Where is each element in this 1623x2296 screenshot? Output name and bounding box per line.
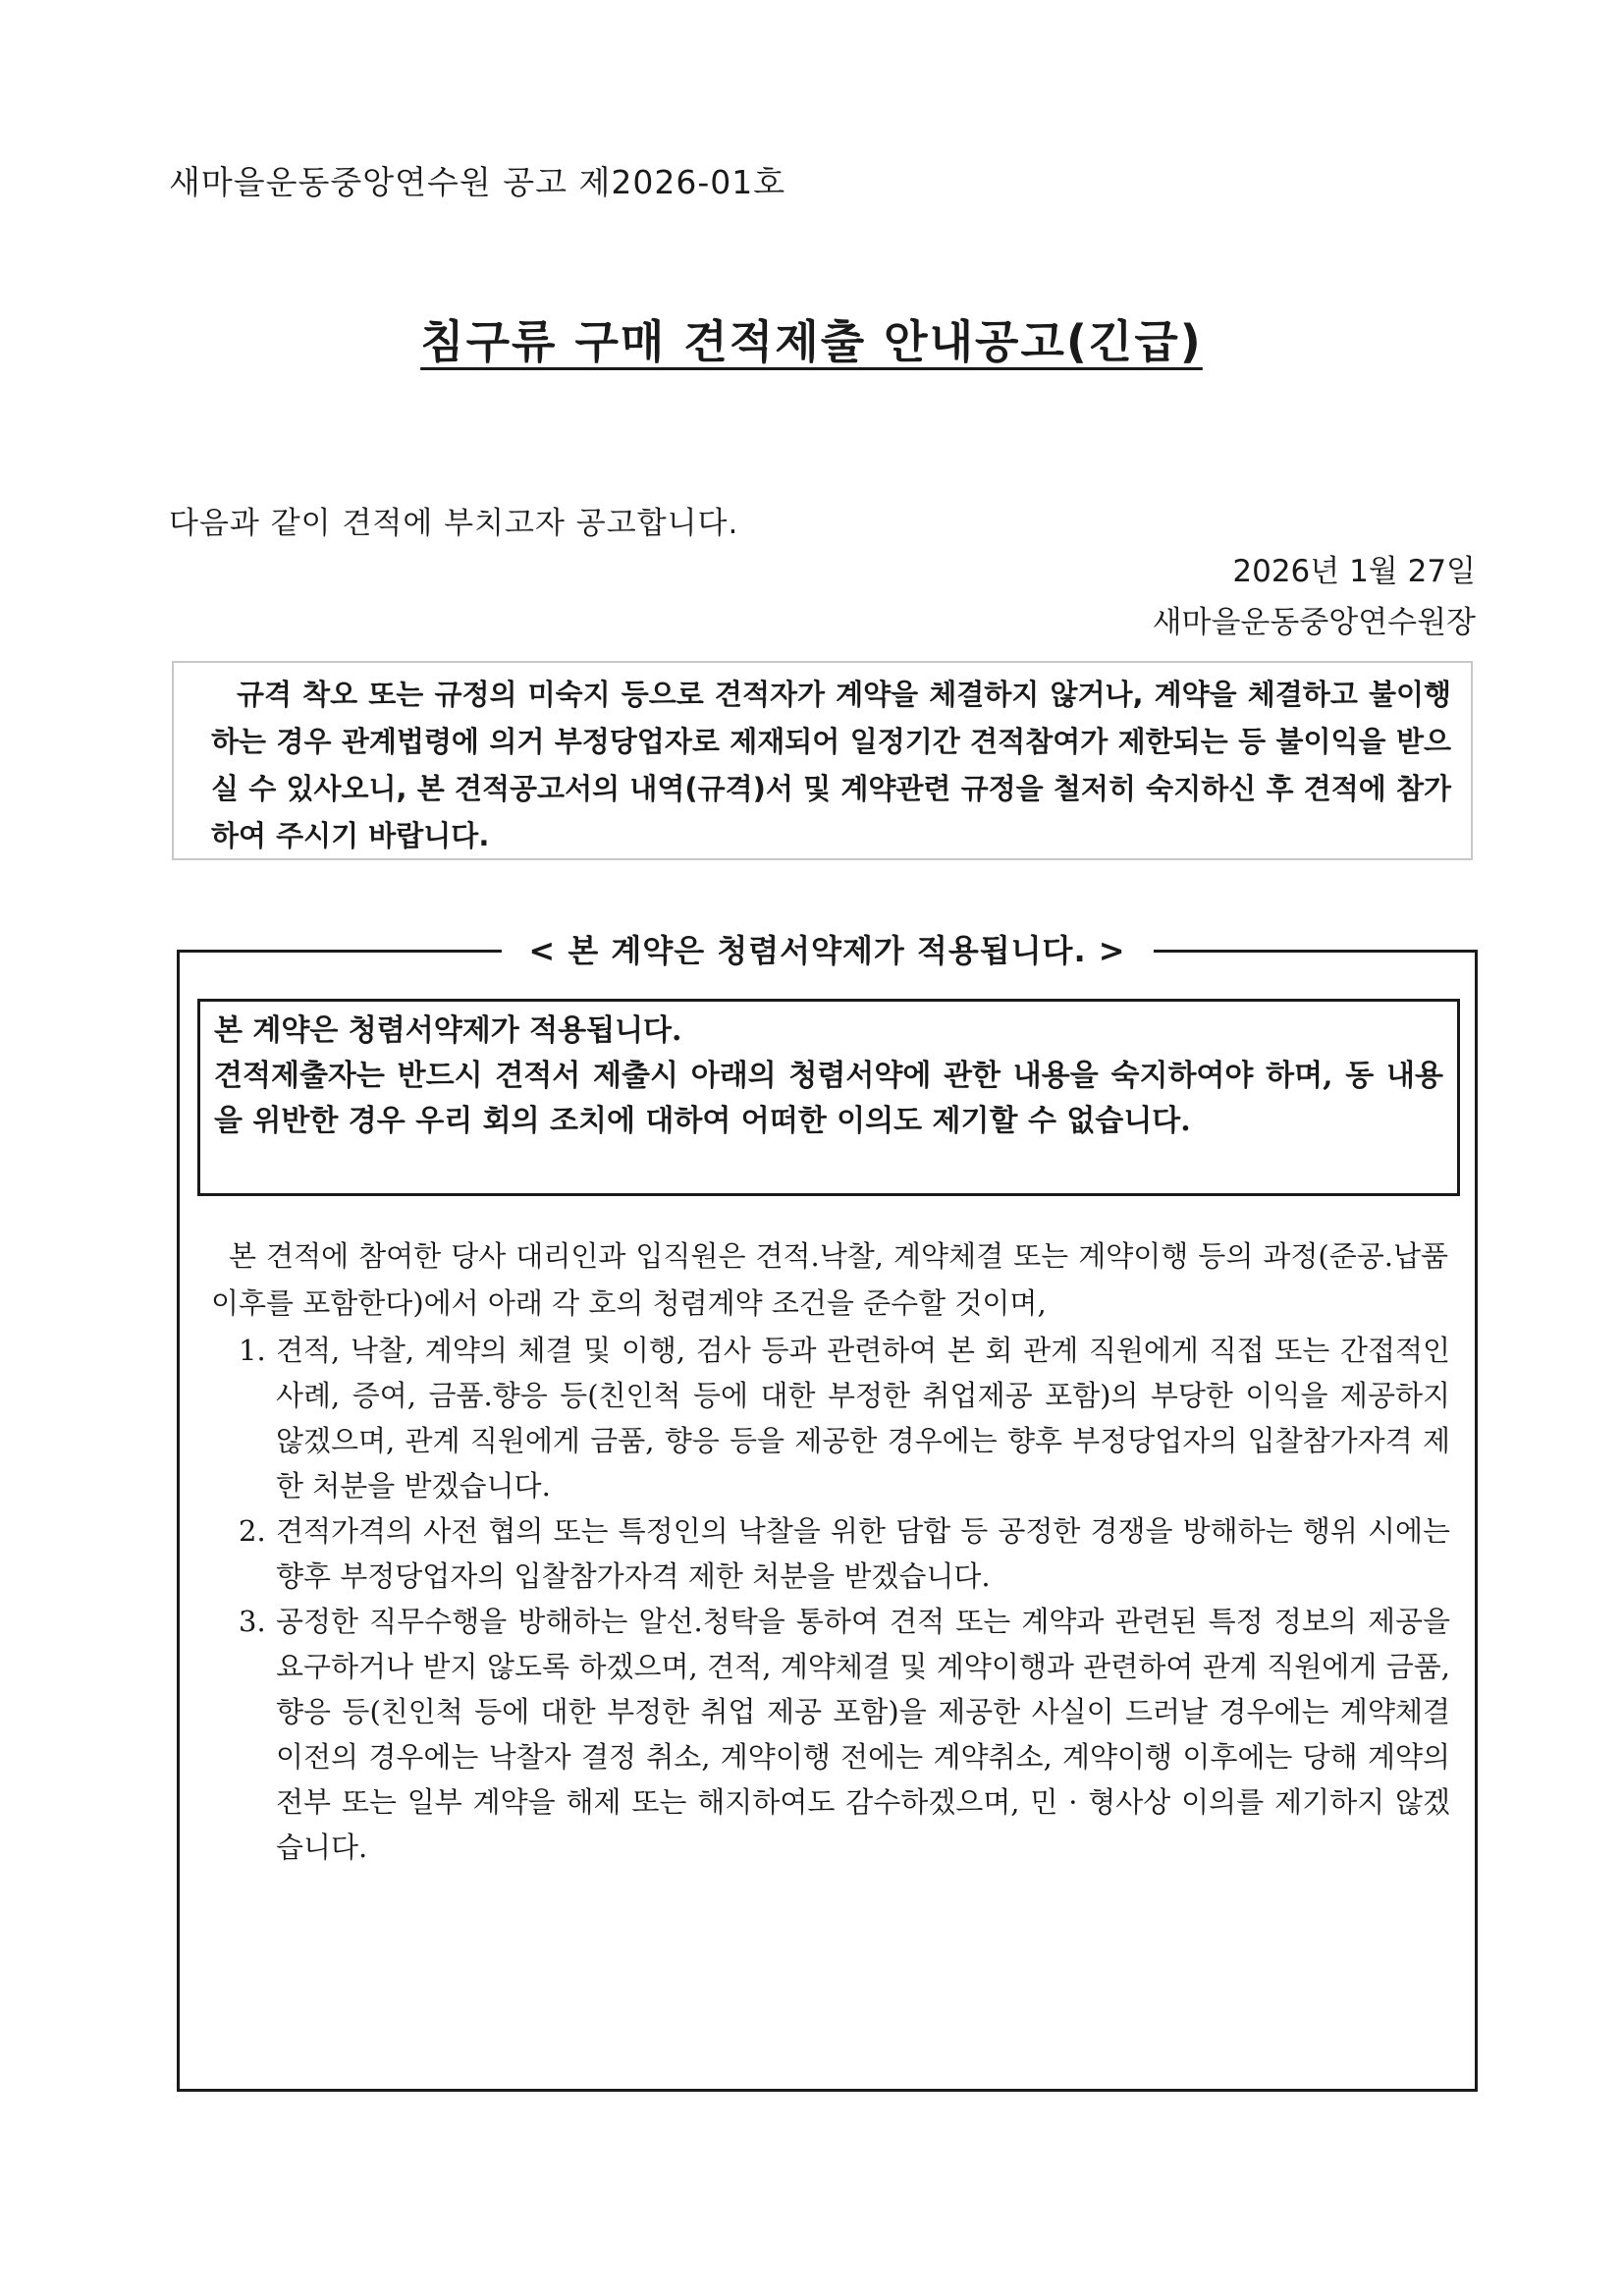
clause-number: 3. <box>239 1605 266 1638</box>
issuer-name: 새마을운동중앙연수원장 <box>1152 605 1476 640</box>
intro-text: 다음과 같이 견적에 부치고자 공고합니다. <box>169 506 739 541</box>
integrity-notice-line2: 견적제출자는 반드시 견적서 제출시 아래의 청렴서약에 관한 내용을 숙지하여야 하며, 동 내용을 위반한 경우 우리 회의 조치에 대하여 어떠한 이의도 제기할 수 없습니다. <box>214 1059 1443 1138</box>
integrity-notice-line1: 본 계약은 청렴서약제가 적용됩니다. <box>214 1013 682 1048</box>
clause-text: 공정한 직무수행을 방해하는 알선.청탁을 통하여 견적 또는 계약과 관련된 특정 정보의 제공을 요구하거나 받지 않도록 하겠으며, 견적, 계약체결 및 계약이행과 관련하여 관계 직원에게 금품, 향응 등(친인척 등에 대한 부정한 취업 제공 포함)을 제공한 사실이 드러날 경우에는 계약체결 이전의 경우에는 낙찰자 결정 취소, 계약이행 전에는 계약취소, 계약이행 이후에는 당해 계약의 전부 또는 일부 계약을 해제 또는 해지하여도 감수하겠으며, 민 · 형사상 이의를 제기하지 않겠습니다. <box>276 1605 1450 1864</box>
clause-item-2 <box>211 1508 1450 1599</box>
integrity-notice <box>214 1009 1443 1144</box>
clause-text: 견적가격의 사전 협의 또는 특정인의 낙찰을 위한 담합 등 공정한 경쟁을 방해하는 행위 시에는 향후 부정당업자의 입찰참가자격 제한 처분을 받겠습니다. <box>276 1514 1450 1593</box>
warning-text: 규격 착오 또는 규정의 미숙지 등으로 견적자가 계약을 체결하지 않거나, 계약을 체결하고 불이행하는 경우 관계법령에 의거 부정당업자로 제재되어 일정기간 견적참여가 제한되는 등 불이익을 받으실 수 있사오니, 본 견적공고서의 내역(규격)서 및 계약관련 규정을 철저히 숙지하신 후 견적에 참가하여 주시기 바랍니다. <box>211 678 1451 852</box>
warning-box <box>172 661 1473 860</box>
integrity-pledge-section <box>177 932 1478 2092</box>
notice-date: 2026년 1월 27일 <box>1232 554 1476 589</box>
clause-text: 견적, 낙찰, 계약의 체결 및 이행, 검사 등과 관련하여 본 회 관계 직원에게 직접 또는 간접적인 사례, 증여, 금품.향응 등(친인척 등에 대한 부정한 취업제공 포함)의 부당한 이익을 제공하지 않겠으며, 관계 직원에게 금품, 향응 등을 제공한 경우에는 향후 부정당업자의 입찰참가자격 제한 처분을 받겠습니다. <box>276 1334 1450 1503</box>
clause-item-1 <box>211 1328 1450 1508</box>
integrity-header: < 본 계약은 청렴서약제가 적용됩니다. > <box>501 926 1153 971</box>
clause-number: 2. <box>239 1514 266 1548</box>
clause-number: 1. <box>239 1334 266 1367</box>
integrity-notice-box <box>197 999 1460 1196</box>
clause-list <box>211 1328 1450 1870</box>
integrity-intro-paragraph: 본 견적에 참여한 당사 대리인과 입직원은 견적.낙찰, 계약체결 또는 계약이행 등의 과정(준공.납품 이후를 포함한다)에서 아래 각 호의 청렴계약 조건을 준수할 것이며, <box>211 1239 1448 1320</box>
clause-item-3 <box>211 1599 1450 1870</box>
notice-number: 새마을운동중앙연수원 공고 제2026-01호 <box>169 163 786 201</box>
page-title: 침구류 구매 견적제출 안내공고(긴급) <box>420 315 1203 368</box>
